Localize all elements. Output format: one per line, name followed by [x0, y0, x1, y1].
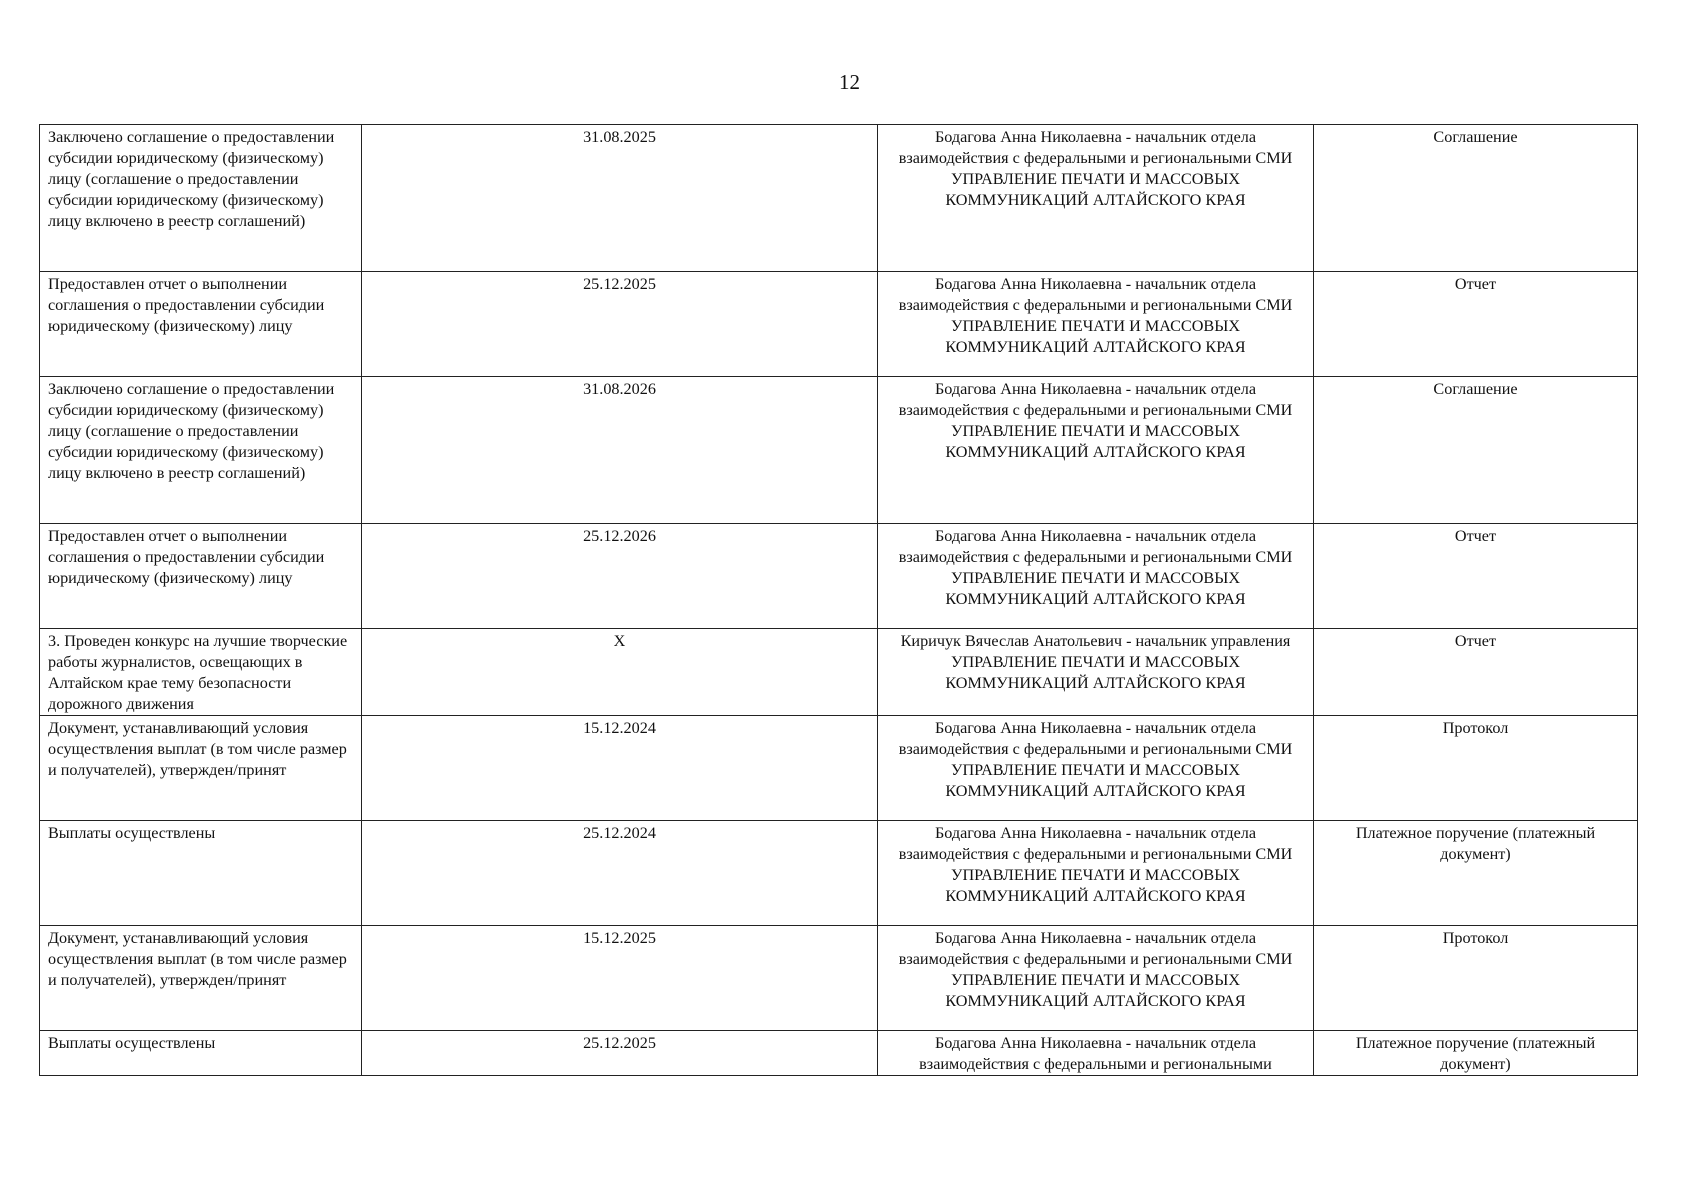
date-cell: X — [362, 629, 878, 716]
date-cell: 31.08.2025 — [362, 125, 878, 272]
document-cell: Соглашение — [1314, 125, 1638, 272]
date-cell: 15.12.2024 — [362, 716, 878, 821]
responsible-organization: УПРАВЛЕНИЕ ПЕЧАТИ И МАССОВЫХ КОММУНИКАЦИЙ АЛТАЙСКОГО КРАЯ — [945, 317, 1246, 356]
table-row — [40, 716, 1638, 821]
activity-table — [39, 124, 1638, 1076]
event-cell: 3. Проведен конкурс на лучшие творческие работы журналистов, освещающих в Алтайском крае тему безопасности дорожного движения — [40, 629, 362, 716]
event-cell: Выплаты осуществлены — [40, 1031, 362, 1076]
responsible-cell — [878, 926, 1314, 1031]
responsible-person: Киричук Вячеслав Анатольевич - начальник управления — [900, 632, 1291, 650]
page-number: 12 — [839, 70, 860, 94]
table-row — [40, 524, 1638, 629]
date-cell: 25.12.2025 — [362, 1031, 878, 1076]
responsible-organization: УПРАВЛЕНИЕ ПЕЧАТИ И МАССОВЫХ КОММУНИКАЦИЙ АЛТАЙСКОГО КРАЯ — [945, 653, 1246, 692]
table-row — [40, 125, 1638, 272]
responsible-organization: УПРАВЛЕНИЕ ПЕЧАТИ И МАССОВЫХ КОММУНИКАЦИЙ АЛТАЙСКОГО КРАЯ — [945, 569, 1246, 608]
document-cell: Отчет — [1314, 524, 1638, 629]
responsible-cell — [878, 1031, 1314, 1076]
event-cell: Документ, устанавливающий условия осуществления выплат (в том числе размер и получателей), утвержден/принят — [40, 926, 362, 1031]
table-row — [40, 377, 1638, 524]
responsible-person: Бодагова Анна Николаевна - начальник отдела взаимодействия с федеральными и региональными СМИ — [898, 275, 1293, 314]
table-row — [40, 1031, 1638, 1076]
responsible-person: Бодагова Анна Николаевна - начальник отдела взаимодействия с федеральными и региональными СМИ — [898, 824, 1293, 863]
responsible-person: Бодагова Анна Николаевна - начальник отдела взаимодействия с федеральными и региональными СМИ — [898, 527, 1293, 566]
event-cell: Предоставлен отчет о выполнении соглашения о предоставлении субсидии юридическому (физическому) лицу — [40, 524, 362, 629]
responsible-cell — [878, 629, 1314, 716]
responsible-organization: УПРАВЛЕНИЕ ПЕЧАТИ И МАССОВЫХ КОММУНИКАЦИЙ АЛТАЙСКОГО КРАЯ — [945, 422, 1246, 461]
responsible-person: Бодагова Анна Николаевна - начальник отдела взаимодействия с федеральными и региональными — [919, 1034, 1272, 1073]
document-cell: Отчет — [1314, 272, 1638, 377]
event-cell: Заключено соглашение о предоставлении субсидии юридическому (физическому) лицу (соглашение о предоставлении субсидии юридическому (физическому) лицу включено в реестр соглашений) — [40, 377, 362, 524]
date-cell: 15.12.2025 — [362, 926, 878, 1031]
responsible-organization: УПРАВЛЕНИЕ ПЕЧАТИ И МАССОВЫХ КОММУНИКАЦИЙ АЛТАЙСКОГО КРАЯ — [945, 866, 1246, 905]
date-cell: 25.12.2025 — [362, 272, 878, 377]
responsible-cell — [878, 716, 1314, 821]
document-cell: Протокол — [1314, 926, 1638, 1031]
date-cell: 25.12.2026 — [362, 524, 878, 629]
document-cell: Платежное поручение (платежный документ) — [1314, 1031, 1638, 1076]
responsible-person: Бодагова Анна Николаевна - начальник отдела взаимодействия с федеральными и региональными СМИ — [898, 719, 1293, 758]
event-cell: Заключено соглашение о предоставлении субсидии юридическому (физическому) лицу (соглашение о предоставлении субсидии юридическому (физическому) лицу включено в реестр соглашений) — [40, 125, 362, 272]
event-cell: Выплаты осуществлены — [40, 821, 362, 926]
responsible-organization: УПРАВЛЕНИЕ ПЕЧАТИ И МАССОВЫХ КОММУНИКАЦИЙ АЛТАЙСКОГО КРАЯ — [945, 971, 1246, 1010]
table-row — [40, 629, 1638, 716]
responsible-cell — [878, 524, 1314, 629]
table-row — [40, 926, 1638, 1031]
date-cell: 25.12.2024 — [362, 821, 878, 926]
document-cell: Соглашение — [1314, 377, 1638, 524]
responsible-person: Бодагова Анна Николаевна - начальник отдела взаимодействия с федеральными и региональными СМИ — [898, 929, 1293, 968]
responsible-person: Бодагова Анна Николаевна - начальник отдела взаимодействия с федеральными и региональными СМИ — [898, 380, 1293, 419]
document-cell: Протокол — [1314, 716, 1638, 821]
event-cell: Предоставлен отчет о выполнении соглашения о предоставлении субсидии юридическому (физическому) лицу — [40, 272, 362, 377]
responsible-person: Бодагова Анна Николаевна - начальник отдела взаимодействия с федеральными и региональными СМИ — [898, 128, 1293, 167]
table-row — [40, 272, 1638, 377]
responsible-organization: УПРАВЛЕНИЕ ПЕЧАТИ И МАССОВЫХ КОММУНИКАЦИЙ АЛТАЙСКОГО КРАЯ — [945, 170, 1246, 209]
event-cell: Документ, устанавливающий условия осуществления выплат (в том числе размер и получателей), утвержден/принят — [40, 716, 362, 821]
responsible-cell — [878, 272, 1314, 377]
responsible-cell — [878, 821, 1314, 926]
date-cell: 31.08.2026 — [362, 377, 878, 524]
responsible-cell — [878, 125, 1314, 272]
table-row — [40, 821, 1638, 926]
document-cell: Отчет — [1314, 629, 1638, 716]
responsible-organization: УПРАВЛЕНИЕ ПЕЧАТИ И МАССОВЫХ КОММУНИКАЦИЙ АЛТАЙСКОГО КРАЯ — [945, 761, 1246, 800]
responsible-cell — [878, 377, 1314, 524]
document-cell: Платежное поручение (платежный документ) — [1314, 821, 1638, 926]
